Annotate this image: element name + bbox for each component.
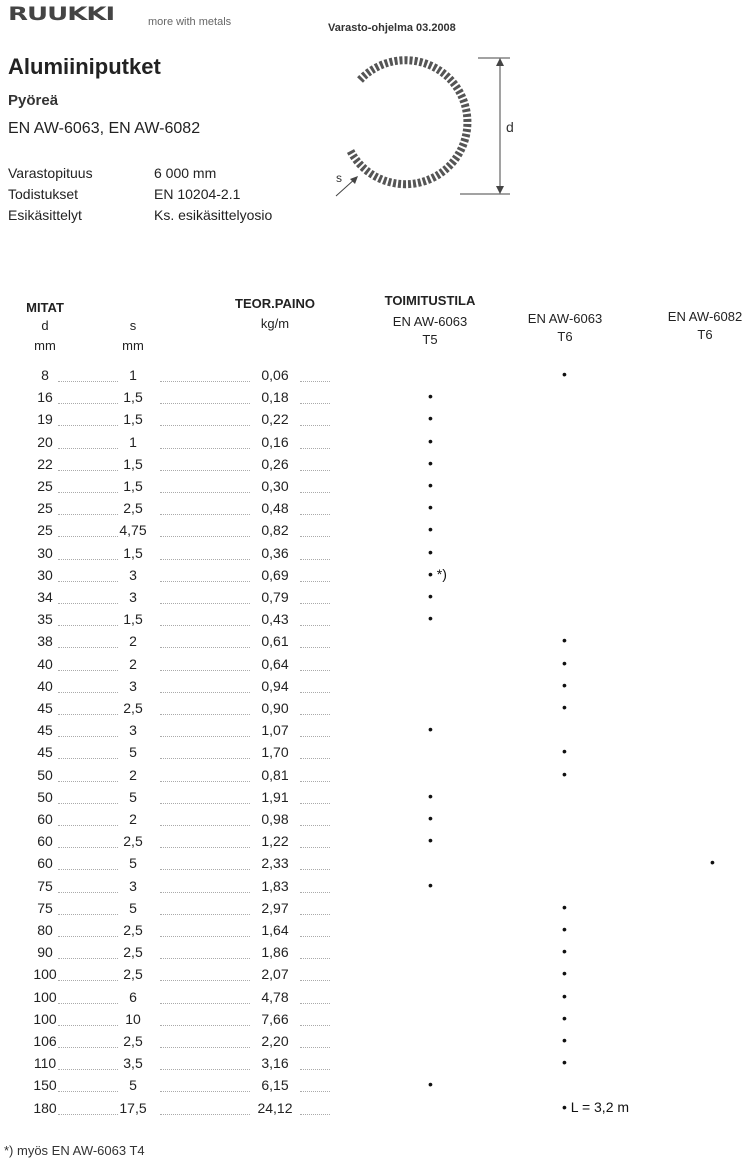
row-leader-dots [160, 1025, 250, 1026]
cell-weight: 0,81 [261, 767, 289, 783]
cell-d: 180 [33, 1100, 57, 1116]
cell-weight: 0,98 [261, 811, 289, 827]
cell-t5-mark: • [428, 788, 433, 804]
cell-s: 5 [129, 855, 137, 871]
cell-t5-mark: • [428, 1076, 433, 1092]
cell-weight: 0,94 [261, 678, 289, 694]
row-leader-dots [160, 1069, 250, 1070]
cell-t5-mark: • [428, 521, 433, 537]
cell-6082-t6-mark: • [710, 854, 715, 870]
brand-tagline: more with metals [148, 16, 232, 28]
cell-weight: 1,86 [261, 944, 289, 960]
cell-s: 3 [129, 678, 137, 694]
cell-weight: 4,78 [261, 989, 289, 1005]
cell-weight: 0,90 [261, 700, 289, 716]
cell-d: 80 [37, 922, 53, 938]
cell-s: 5 [129, 744, 137, 760]
cell-d: 19 [37, 411, 53, 427]
cell-s: 1,5 [123, 456, 143, 472]
tube-cross-section-diagram [330, 50, 530, 200]
cell-s: 2 [129, 767, 137, 783]
header-s-unit: mm [122, 338, 144, 353]
cell-6063-t6-mark: • L = 3,2 m [562, 1099, 630, 1115]
cell-s: 3 [129, 589, 137, 605]
product-shape: Pyöreä [8, 92, 59, 109]
cell-s: 1 [129, 434, 137, 450]
row-leader-dots [160, 892, 250, 893]
row-leader-dots [160, 958, 250, 959]
cell-d: 30 [37, 545, 53, 561]
cell-weight: 2,07 [261, 966, 289, 982]
cell-t5-mark: • [428, 455, 433, 471]
cell-s: 2 [129, 656, 137, 672]
row-leader-dots [160, 1091, 250, 1092]
cell-d: 35 [37, 611, 53, 627]
row-leader-dots [160, 847, 250, 848]
cell-weight: 7,66 [261, 1011, 289, 1027]
cell-d: 40 [37, 656, 53, 672]
row-leader-dots [160, 470, 250, 471]
cell-d: 20 [37, 434, 53, 450]
cell-d: 106 [33, 1033, 57, 1049]
cell-weight: 0,69 [261, 567, 289, 583]
cell-6063-t6-mark: • [562, 899, 567, 915]
cell-weight: 6,15 [261, 1077, 289, 1093]
cell-d: 38 [37, 633, 53, 649]
cell-t5-mark: • [428, 588, 433, 604]
cell-s: 1,5 [123, 389, 143, 405]
cell-weight: 0,16 [261, 434, 289, 450]
cell-s: 2,5 [123, 700, 143, 716]
cell-t5-mark: • [428, 877, 433, 893]
cell-t5-mark: • [428, 810, 433, 826]
cell-s: 2,5 [123, 500, 143, 516]
cell-t5-mark: • [428, 433, 433, 449]
cell-weight: 0,36 [261, 545, 289, 561]
cell-d: 100 [33, 966, 57, 982]
row-leader-dots [160, 514, 250, 515]
row-leader-dots [160, 647, 250, 648]
row-leader-dots [160, 1114, 250, 1115]
cell-weight: 2,33 [261, 855, 289, 871]
header-d-unit: mm [34, 338, 56, 353]
cell-6063-t6-mark: • [562, 766, 567, 782]
cell-d: 150 [33, 1077, 57, 1093]
header-col1-alloy: EN AW-6063 [392, 314, 468, 329]
cell-weight: 0,48 [261, 500, 289, 516]
cell-weight: 0,18 [261, 389, 289, 405]
cell-s: 1,5 [123, 478, 143, 494]
cell-s: 1,5 [123, 611, 143, 627]
cell-weight: 0,64 [261, 656, 289, 672]
cell-s: 5 [129, 900, 137, 916]
row-leader-dots [160, 714, 250, 715]
cell-6063-t6-mark: • [562, 366, 567, 382]
row-leader-dots [160, 736, 250, 737]
footnote: *) myös EN AW-6063 T4 [4, 1143, 145, 1158]
cell-t5-mark: • [428, 477, 433, 493]
dimension-label-d: d [506, 119, 514, 135]
header-col1-temper: T5 [422, 332, 438, 347]
cell-weight: 2,20 [261, 1033, 289, 1049]
program-date: Varasto-ohjelma 03.2008 [328, 22, 456, 34]
cell-6063-t6-mark: • [562, 1054, 567, 1070]
row-leader-dots [160, 1003, 250, 1004]
cell-d: 25 [37, 500, 53, 516]
row-leader-dots [160, 670, 250, 671]
cell-t5-mark: • [428, 544, 433, 560]
cell-d: 30 [37, 567, 53, 583]
spec-key-certificates: Todistukset [8, 186, 79, 202]
row-leader-dots [160, 803, 250, 804]
cell-s: 5 [129, 789, 137, 805]
row-leader-dots [160, 758, 250, 759]
row-leader-dots [160, 425, 250, 426]
row-leader-dots [160, 1047, 250, 1048]
cell-s: 2 [129, 633, 137, 649]
cell-6063-t6-mark: • [562, 677, 567, 693]
row-leader-dots [160, 781, 250, 782]
row-leader-dots [160, 603, 250, 604]
cell-weight: 0,30 [261, 478, 289, 494]
cell-s: 1,5 [123, 545, 143, 561]
cell-d: 45 [37, 744, 53, 760]
header-s: s [129, 318, 137, 333]
cell-d: 50 [37, 767, 53, 783]
cell-weight: 24,12 [257, 1100, 293, 1116]
cell-6063-t6-mark: • [562, 743, 567, 759]
cell-s: 3 [129, 567, 137, 583]
cell-weight: 0,06 [261, 367, 289, 383]
cell-d: 90 [37, 944, 53, 960]
cell-s: 1,5 [123, 411, 143, 427]
cell-6063-t6-mark: • [562, 655, 567, 671]
header-col3-temper: T6 [697, 327, 713, 342]
cell-weight: 0,43 [261, 611, 289, 627]
cell-d: 8 [41, 367, 49, 383]
cell-s: 6 [129, 989, 137, 1005]
spec-key-length: Varastopituus [8, 165, 93, 181]
header-paino-unit: kg/m [260, 316, 290, 331]
cell-weight: 0,22 [261, 411, 289, 427]
cell-s: 2,5 [123, 966, 143, 982]
header-col3-alloy: EN AW-6082 [667, 309, 743, 324]
row-leader-dots [160, 869, 250, 870]
header-col2-temper: T6 [557, 329, 573, 344]
header-toimitustila: TOIMITUSTILA [384, 293, 476, 308]
cell-weight: 0,82 [261, 522, 289, 538]
cell-s: 1 [129, 367, 137, 383]
cell-d: 60 [37, 833, 53, 849]
cell-weight: 3,16 [261, 1055, 289, 1071]
cell-s: 3 [129, 878, 137, 894]
tube-wall-outline [350, 60, 467, 184]
brand-logo: RUUKKI [8, 4, 115, 25]
cell-s: 5 [129, 1077, 137, 1093]
cell-d: 100 [33, 1011, 57, 1027]
cell-weight: 0,79 [261, 589, 289, 605]
cell-d: 25 [37, 522, 53, 538]
cell-t5-mark: • [428, 388, 433, 404]
cell-d: 50 [37, 789, 53, 805]
cell-t5-mark: • *) [428, 566, 447, 582]
cell-d: 45 [37, 700, 53, 716]
cell-d: 100 [33, 989, 57, 1005]
cell-d: 16 [37, 389, 53, 405]
row-leader-dots [160, 448, 250, 449]
cell-t5-mark: • [428, 499, 433, 515]
cell-t5-mark: • [428, 610, 433, 626]
row-leader-dots [160, 692, 250, 693]
cell-s: 10 [125, 1011, 141, 1027]
row-leader-dots [160, 581, 250, 582]
cell-d: 45 [37, 722, 53, 738]
cell-d: 60 [37, 855, 53, 871]
row-leader-dots [160, 403, 250, 404]
cell-6063-t6-mark: • [562, 1010, 567, 1026]
spec-value-length: 6 000 mm [154, 165, 217, 181]
row-leader-dots [160, 625, 250, 626]
cell-s: 4,75 [119, 522, 147, 538]
row-leader-dots [160, 936, 250, 937]
thickness-label-s: s [336, 171, 342, 185]
row-leader-dots [160, 559, 250, 560]
cell-s: 2,5 [123, 944, 143, 960]
row-leader-dots [160, 536, 250, 537]
cell-t5-mark: • [428, 410, 433, 426]
cell-d: 34 [37, 589, 53, 605]
spec-value-pretreatment: Ks. esikäsittelyosio [154, 207, 273, 223]
cell-d: 25 [37, 478, 53, 494]
cell-weight: 0,61 [261, 633, 289, 649]
cell-6063-t6-mark: • [562, 699, 567, 715]
row-leader-dots [160, 914, 250, 915]
cell-s: 3 [129, 722, 137, 738]
cell-6063-t6-mark: • [562, 943, 567, 959]
page-title: Alumiiniputket [8, 54, 161, 79]
row-leader-dots [160, 492, 250, 493]
cell-6063-t6-mark: • [562, 921, 567, 937]
cell-weight: 1,91 [261, 789, 289, 805]
header-teor-paino: TEOR.PAINO [235, 296, 315, 311]
header-d: d [41, 318, 49, 333]
cell-s: 2,5 [123, 833, 143, 849]
cell-weight: 0,26 [261, 456, 289, 472]
cell-d: 22 [37, 456, 53, 472]
cell-6063-t6-mark: • [562, 1032, 567, 1048]
cell-s: 2 [129, 811, 137, 827]
cell-d: 75 [37, 900, 53, 916]
row-leader-dots [160, 825, 250, 826]
cell-6063-t6-mark: • [562, 965, 567, 981]
product-standard: EN AW-6063, EN AW-6082 [8, 120, 201, 137]
spec-value-certificates: EN 10204-2.1 [154, 186, 241, 202]
cell-weight: 1,83 [261, 878, 289, 894]
cell-6063-t6-mark: • [562, 632, 567, 648]
cell-weight: 1,07 [261, 722, 289, 738]
cell-d: 110 [33, 1055, 57, 1071]
cell-weight: 2,97 [261, 900, 289, 916]
cell-s: 3,5 [123, 1055, 143, 1071]
row-leader-dots [160, 980, 250, 981]
cell-s: 2,5 [123, 922, 143, 938]
spec-key-pretreatment: Esikäsittelyt [8, 207, 82, 223]
cell-weight: 1,70 [261, 744, 289, 760]
cell-d: 60 [37, 811, 53, 827]
cell-d: 75 [37, 878, 53, 894]
cell-t5-mark: • [428, 721, 433, 737]
cell-6063-t6-mark: • [562, 988, 567, 1004]
header-mitat: MITAT [26, 300, 64, 315]
cell-d: 40 [37, 678, 53, 694]
cell-s: 2,5 [123, 1033, 143, 1049]
header-col2-alloy: EN AW-6063 [527, 311, 603, 326]
row-leader-dots [160, 381, 250, 382]
cell-weight: 1,22 [261, 833, 289, 849]
cell-t5-mark: • [428, 832, 433, 848]
cell-s: 17,5 [119, 1100, 147, 1116]
cell-weight: 1,64 [261, 922, 289, 938]
